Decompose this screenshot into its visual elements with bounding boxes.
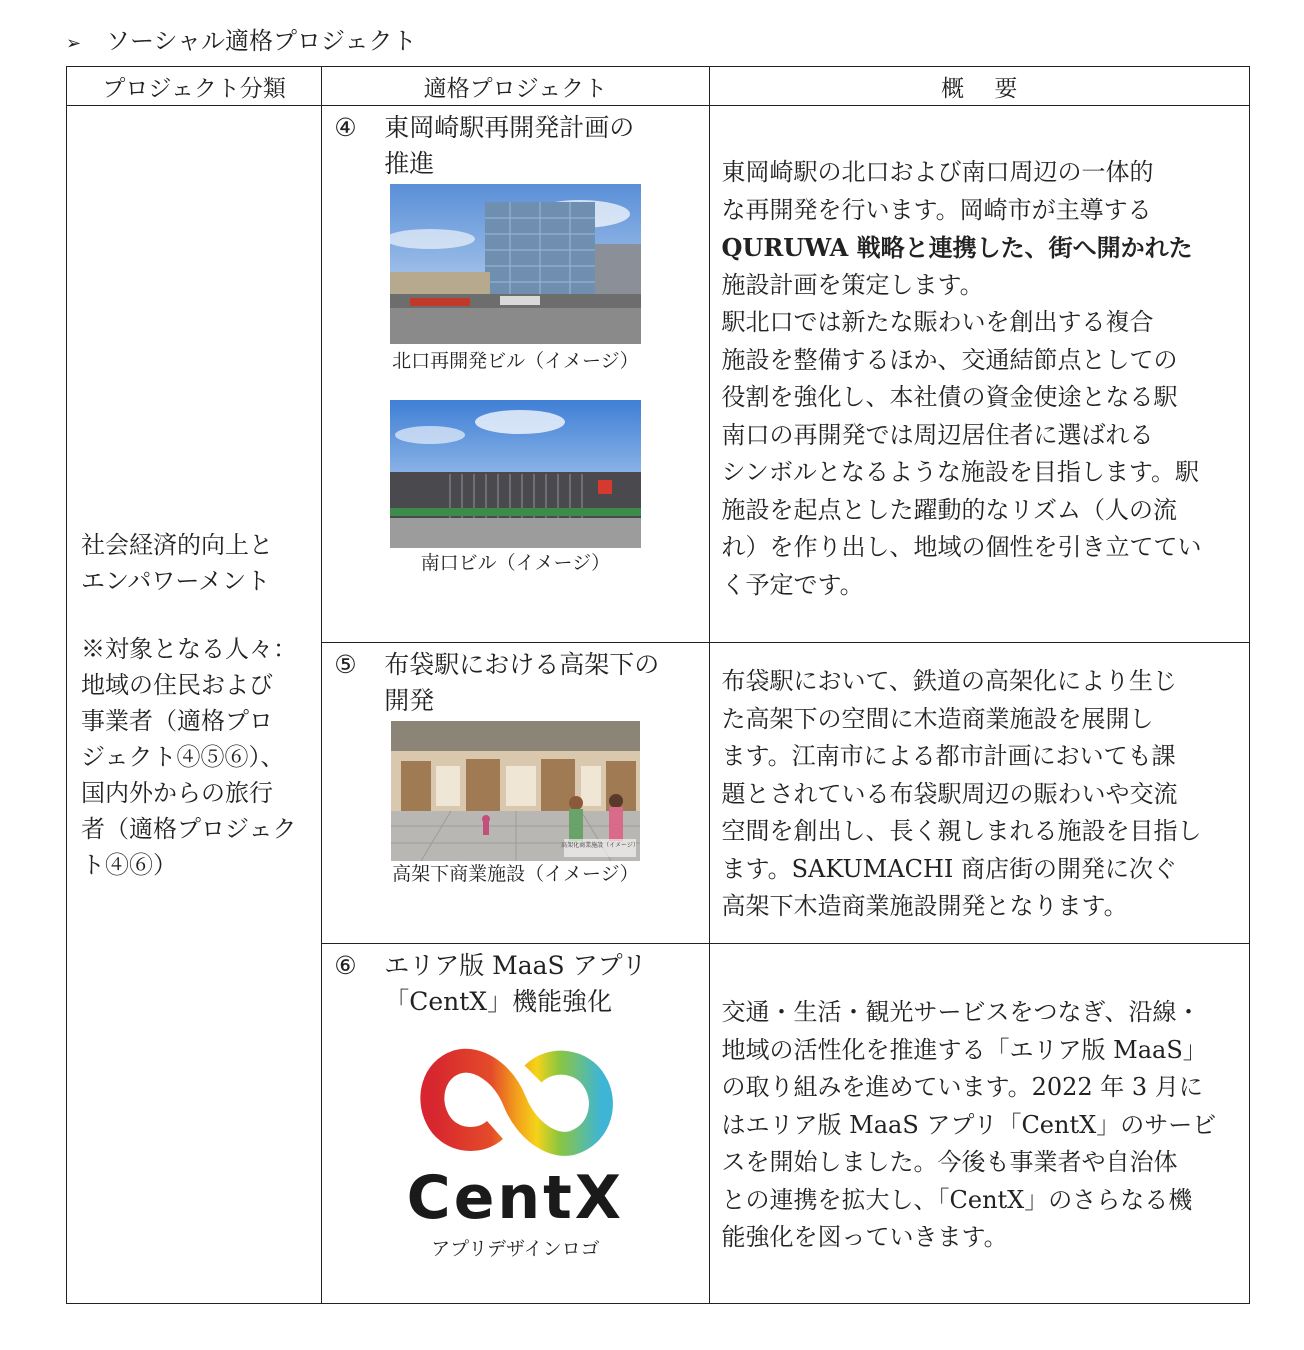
image-inset-label: 高架化商業施設（イメージ） (560, 842, 639, 849)
project-summary: 布袋駅において、鉄道の高架化により生じ た高架下の空間に木造商業施設を展開し ます。江南市による都市計画においても課 題とされている布袋駅周辺の賑わいや交流 空間を創出し、長く親しまれる施設を目指し ます。SAKUMACHI 商店街の開発に次ぐ 高架下木造商業施設開発となります。 (721, 667, 1202, 920)
header-category: プロジェクト分類 (67, 67, 322, 106)
category-note-line: 地域の住民および (81, 670, 273, 699)
project-cell-5 (322, 643, 709, 944)
project-summary: 交通・生活・観光サービスをつなぎ、沿線・ 地域の活性化を推進する「エリア版 MaaS」 の取り組みを進めています。2022 年 3 月に はエリア版 MaaS アプリ「CentX」のサービ スを開始しました。今後も事業者や自治体 との連携を拡大し、「CentX」のさらなる機 能強化を図っていきます。 (721, 998, 1217, 1251)
category-note-line: ト④⑥） (81, 850, 177, 879)
section-heading (66, 24, 417, 58)
table-row (67, 106, 1250, 643)
summary-cell-5 (709, 643, 1249, 944)
image-caption: 北口再開発ビル（イメージ） (392, 350, 639, 372)
image-caption: 高架下商業施設（イメージ） (392, 863, 639, 885)
north-exit-building-image (390, 184, 641, 344)
header-project: 適格プロジェクト (322, 67, 709, 106)
project-cell-4 (322, 106, 709, 643)
projects-table (66, 66, 1250, 1304)
category-note-line: 事業者（適格プロ (81, 706, 273, 735)
south-exit-building-image (390, 400, 641, 548)
centx-wordmark: CentX (406, 1163, 625, 1233)
project-cell-6 (322, 944, 709, 1304)
summary-cell-6 (709, 944, 1249, 1304)
project-title: ⑤ 布袋駅における高架下の 開発 (334, 650, 660, 715)
category-line: エンパワーメント (81, 566, 271, 595)
category-line: 社会経済的向上と (81, 530, 273, 559)
header-summary: 概 要 (709, 67, 1249, 106)
category-cell (67, 106, 322, 1304)
header-row (67, 67, 1250, 106)
project-title: ⑥ エリア版 MaaS アプリ 「CentX」機能強化 (334, 951, 647, 1016)
section-title: ソーシャル適格プロジェクト (106, 27, 417, 55)
elevated-commercial-facility-image (391, 721, 640, 861)
category-note-line: ※対象となる人々： (81, 634, 297, 663)
category-note-line: 者（適格プロジェク (81, 814, 297, 843)
centx-logo (322, 1020, 708, 1262)
summary-cell-4 (709, 106, 1249, 643)
centx-infinity-logo-icon (415, 1042, 615, 1162)
image-caption: 南口ビル（イメージ） (420, 552, 611, 574)
arrow-bullet-icon: ➢ (66, 33, 82, 54)
category-note-line: ジェクト④⑤⑥）、 (81, 742, 285, 771)
category-note-line: 国内外からの旅行 (81, 778, 273, 807)
project-summary: 東岡崎駅の北口および南口周辺の一体的 な再開発を行います。岡崎市が主導する QURUWA 戦略と連携した、街へ開かれた 施設計画を策定します。 駅北口では新たな賑わいを創出する複合 施設を整備するほか、交通結節点としての 役割を強化し、本社債の資金使途となる駅 南口の再開発では周辺居住者に選ばれる シンボルとなるような施設を目指します。駅 施設を起点とした躍動的なリズム（人の流 れ）を作り出し、地域の個性を引き立ててい く予定です。 (721, 158, 1202, 599)
logo-caption: アプリデザインロゴ (431, 1238, 600, 1260)
project-title: ④ 東岡崎駅再開発計画の 推進 (334, 113, 635, 178)
